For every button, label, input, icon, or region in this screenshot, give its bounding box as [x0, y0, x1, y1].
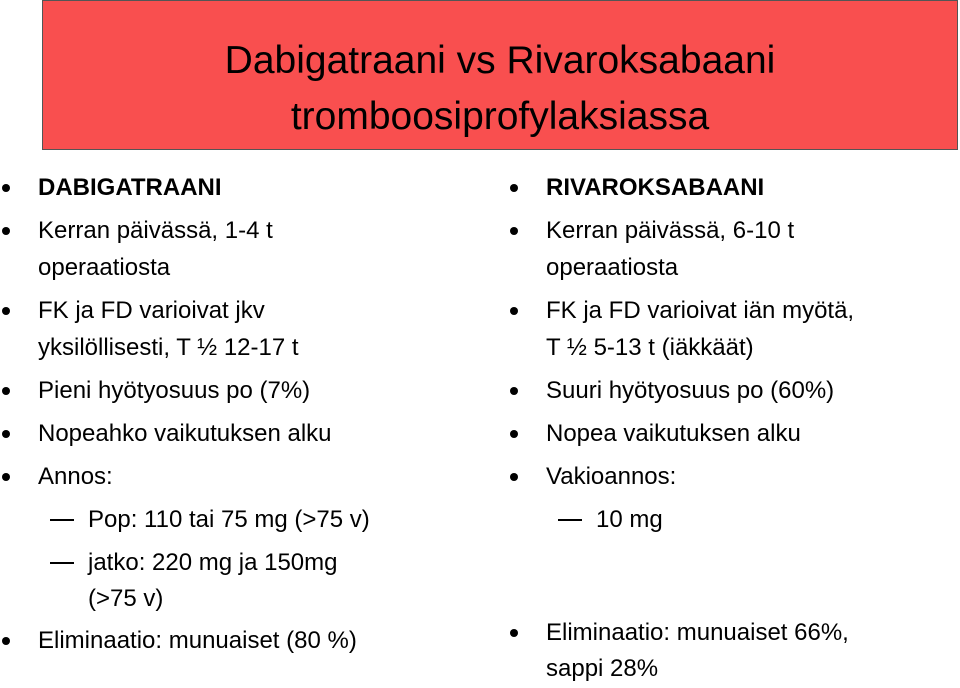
- right-sub-1-text: 10 mg: [596, 506, 663, 533]
- left-bullet-1-line-1: Kerran päivässä, 1-4 t: [38, 217, 273, 244]
- right-bullet-3-text: Suuri hyötyosuus po (60%): [546, 377, 835, 404]
- bullet-dot-icon: [2, 473, 10, 481]
- bullet-dot-icon: [2, 227, 10, 235]
- left-sub-2-line-1: jatko: 220 mg ja 150mg: [88, 549, 338, 576]
- title-line-2: tromboosiprofylaksiassa: [290, 95, 710, 138]
- bullet-dot-icon: [2, 184, 10, 192]
- left-bullet-2-line-2: yksilöllisesti, T ½ 12-17 t: [38, 334, 299, 361]
- bullet-dot-icon: [2, 307, 10, 315]
- bullet-dot-icon: [510, 387, 518, 395]
- left-bullet-5-text: Annos:: [38, 463, 113, 490]
- right-bullet-2-line-2: T ½ 5-13 t (iäkkäät): [546, 334, 754, 361]
- bullet-dot-icon: [510, 430, 518, 438]
- bullet-dot-icon: [510, 473, 518, 481]
- right-bullet-1-line-2: operaatiosta: [546, 254, 679, 281]
- left-sub-1-text: Pop: 110 tai 75 mg (>75 v): [88, 506, 370, 533]
- right-bullet-4-text: Nopea vaikutuksen alku: [546, 420, 801, 447]
- right-bullet-6-line-1: Eliminaatio: munuaiset 66%,: [546, 619, 849, 646]
- right-bullet-5-text: Vakioannos:: [546, 463, 677, 490]
- left-bullet-1-line-2: operaatiosta: [38, 254, 171, 281]
- left-bullet-3-text: Pieni hyötyosuus po (7%): [38, 377, 311, 404]
- left-bullet-2-line-1: FK ja FD varioivat jkv: [38, 297, 265, 324]
- dash-icon: [50, 519, 74, 521]
- right-bullet-1-line-1: Kerran päivässä, 6-10 t: [546, 217, 795, 244]
- bullet-dot-icon: [510, 184, 518, 192]
- bullet-dot-icon: [510, 629, 518, 637]
- left-bullet-6-text: Eliminaatio: munuaiset (80 %): [38, 627, 357, 654]
- title-line-1: Dabigatraani vs Rivaroksabaani: [224, 39, 776, 82]
- right-heading: RIVAROKSABAANI: [546, 174, 765, 201]
- bullet-dot-icon: [2, 637, 10, 645]
- bullet-dot-icon: [510, 227, 518, 235]
- title-banner: [42, 0, 958, 150]
- left-heading: DABIGATRAANI: [38, 174, 222, 201]
- right-bullet-6-line-2: sappi 28%: [546, 655, 659, 682]
- left-bullet-4-text: Nopeahko vaikutuksen alku: [38, 420, 332, 447]
- bullet-dot-icon: [2, 387, 10, 395]
- dash-icon: [558, 519, 582, 521]
- dash-icon: [50, 562, 74, 564]
- bullet-dot-icon: [510, 307, 518, 315]
- bullet-dot-icon: [2, 430, 10, 438]
- left-sub-2-line-2: (>75 v): [88, 585, 164, 612]
- right-bullet-2-line-1: FK ja FD varioivat iän myötä,: [546, 297, 855, 324]
